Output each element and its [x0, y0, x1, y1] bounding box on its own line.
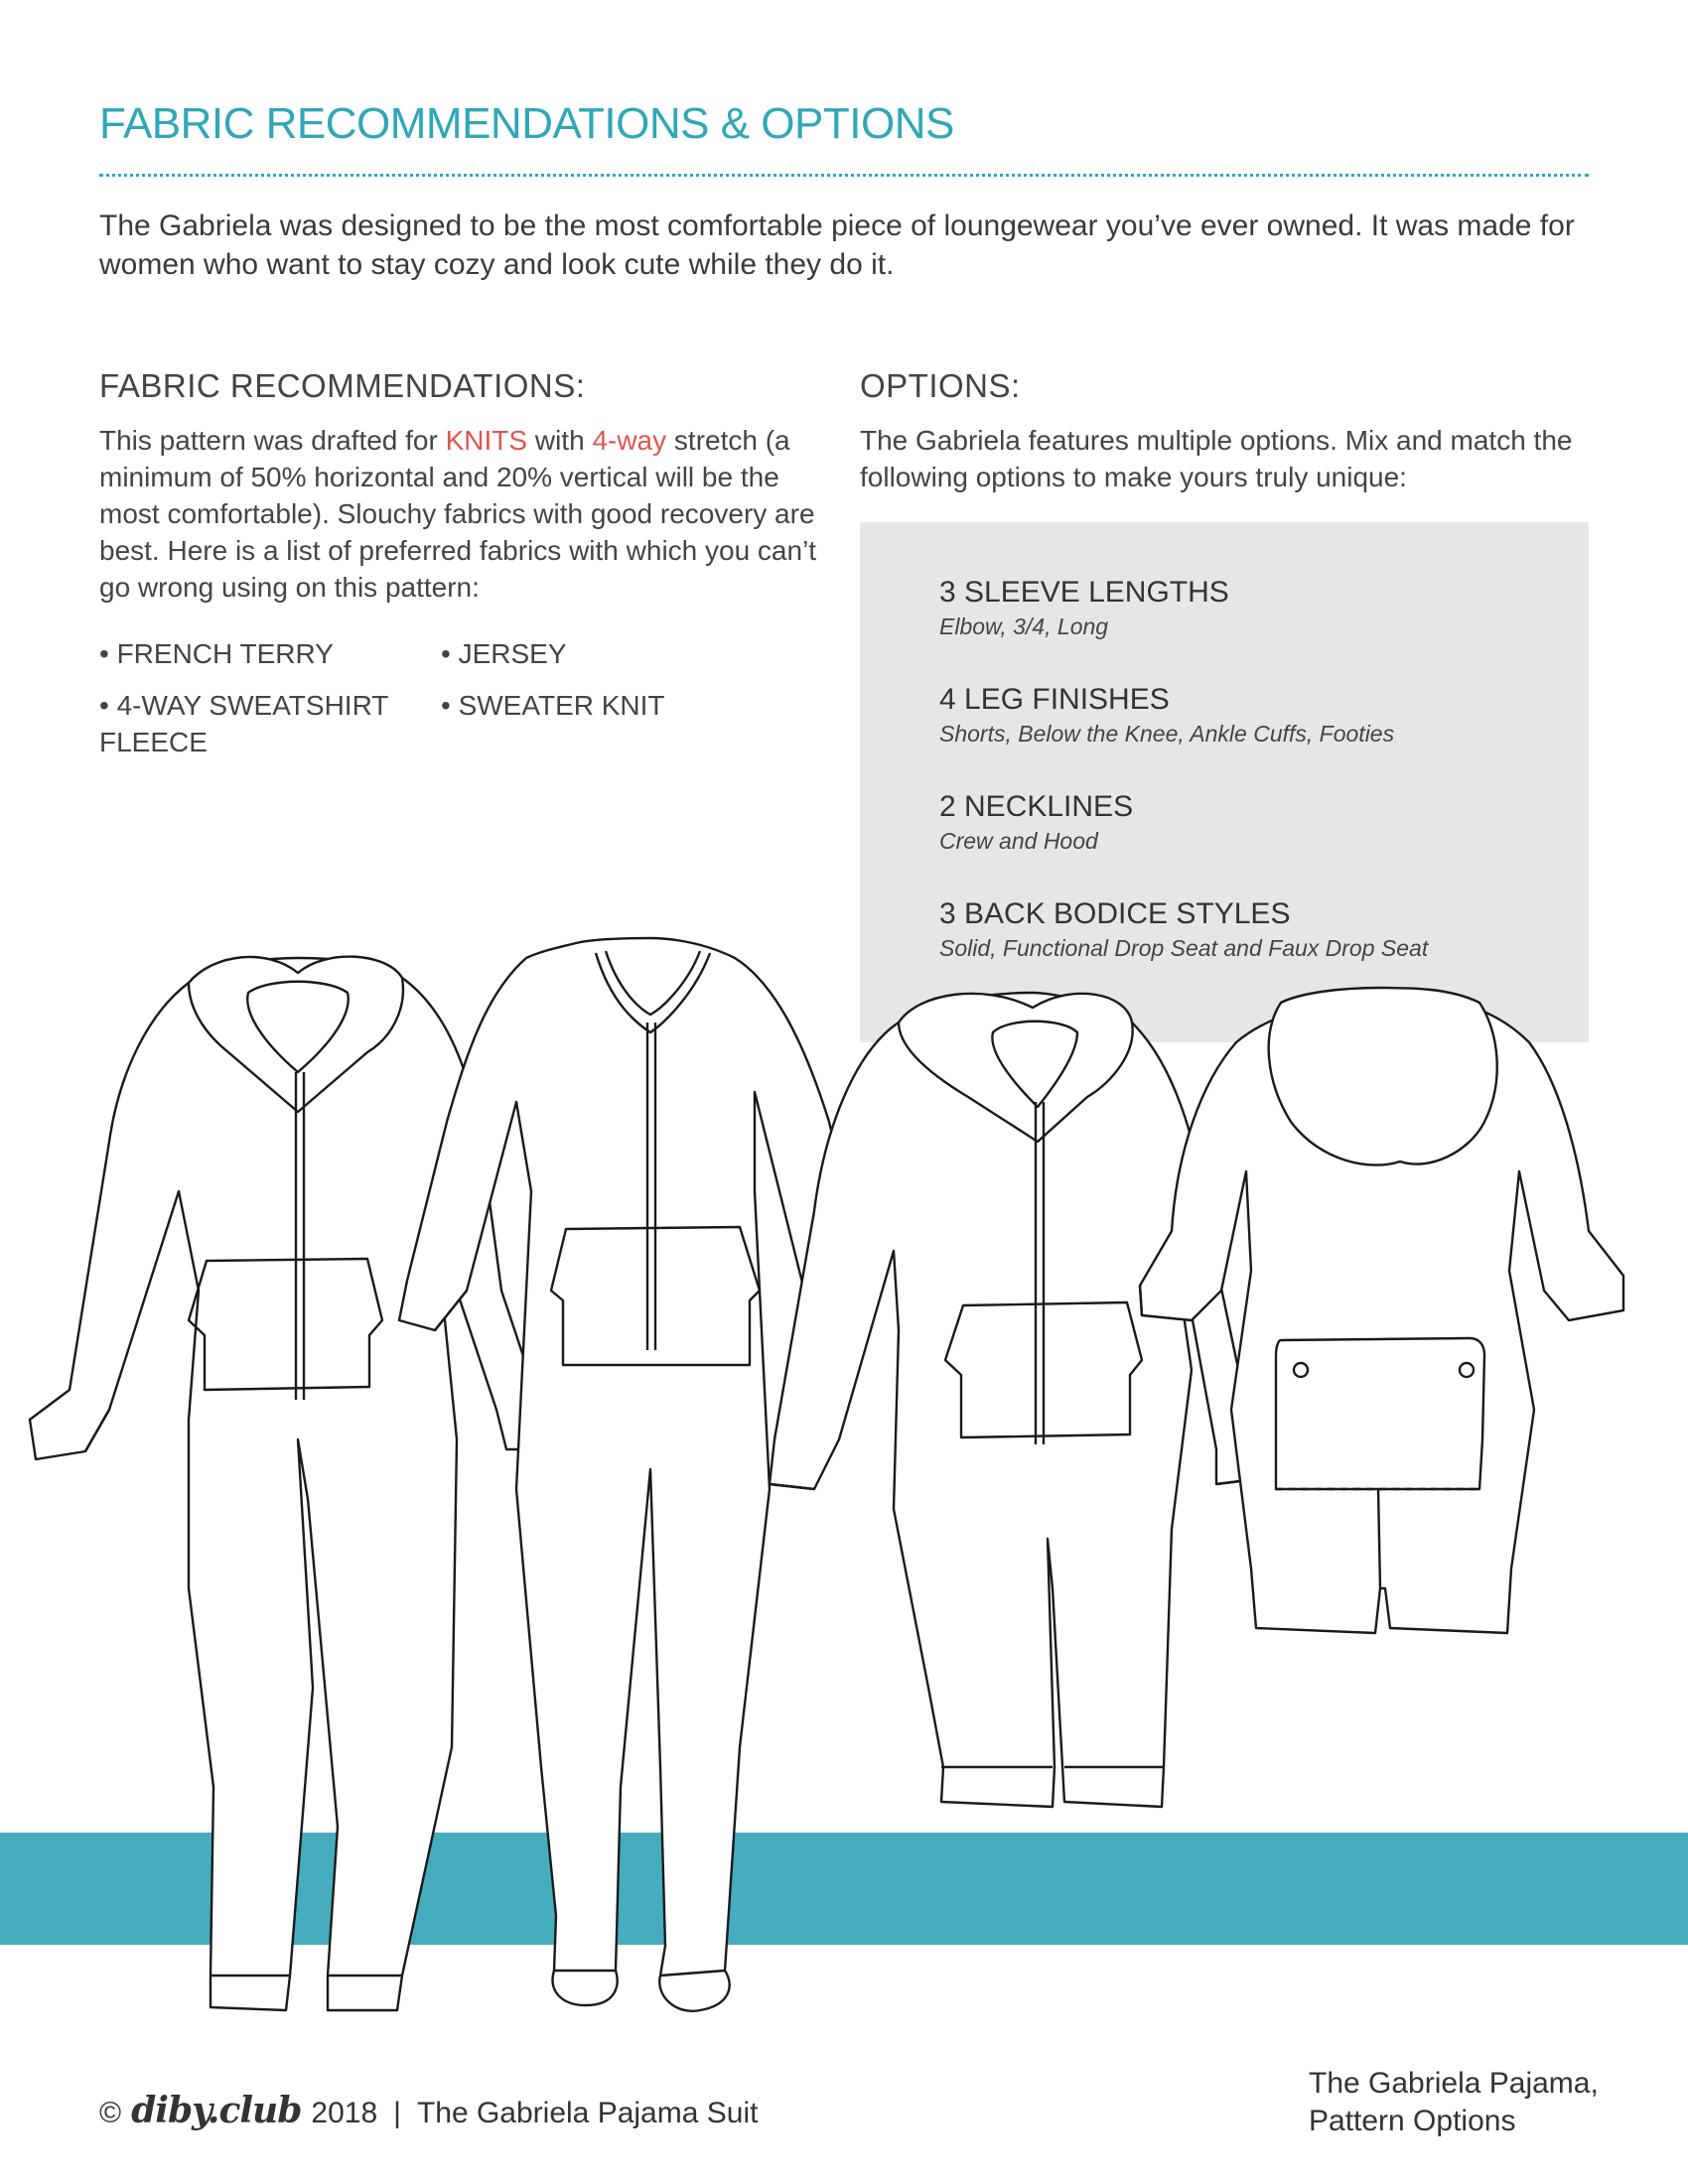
fabric-list-item: • JERSEY — [441, 638, 567, 669]
page-title: FABRIC RECOMMENDATIONS & OPTIONS — [99, 99, 954, 148]
fabric-list-item: • FRENCH TERRY — [99, 638, 334, 669]
dotted-divider — [99, 174, 1589, 177]
option-title: 4 LEG FINISHES — [939, 683, 1170, 716]
option-subtitle: Crew and Hood — [939, 828, 1098, 854]
option-title: 2 NECKLINES — [939, 790, 1134, 823]
option-subtitle: Shorts, Below the Knee, Ankle Cuffs, Footies — [939, 721, 1395, 747]
fabric-list-item: • 4-WAY SWEATSHIRT FLEECE — [99, 690, 388, 757]
fabric-paragraph — [99, 422, 824, 606]
fabric-list-item: • SWEATER KNIT — [441, 690, 665, 721]
footer-page-label — [1309, 2065, 1599, 2140]
footer-credit — [99, 2090, 758, 2131]
option-title: 3 BACK BODICE STYLES — [939, 897, 1291, 930]
footer-right-line-1: The Gabriela Pajama, — [1309, 2067, 1599, 2100]
hooded-onesie-cuffs-illustration — [770, 993, 1256, 1807]
fabric-heading: FABRIC RECOMMENDATIONS: — [99, 367, 586, 404]
fabric-text-1: This pattern was drafted for — [99, 425, 446, 456]
footer-suit-title: The Gabriela Pajama Suit — [416, 2097, 759, 2129]
footer-year: 2018 — [311, 2097, 378, 2129]
four-way-highlight: 4-way — [592, 425, 667, 456]
option-title: 3 SLEEVE LENGTHS — [939, 576, 1229, 609]
intro-paragraph: The Gabriela was designed to be the most comfortable piece of loungewear you’ve ever owned. It was made for women who want to stay cozy and look cute while they do it. — [99, 209, 1575, 281]
fabric-text-2: with — [527, 425, 593, 456]
footer-right-line-2: Pattern Options — [1309, 2105, 1516, 2137]
option-subtitle: Elbow, 3/4, Long — [939, 614, 1109, 639]
footer-separator: | — [393, 2097, 401, 2129]
option-subtitle: Solid, Functional Drop Seat and Faux Drop Seat — [939, 935, 1429, 961]
options-heading: OPTIONS: — [860, 367, 1021, 404]
diby-club-logo: diby.club — [131, 2090, 302, 2131]
garment-illustrations — [0, 933, 1688, 2065]
copyright-symbol: © — [99, 2097, 122, 2129]
knits-highlight: KNITS — [445, 425, 528, 456]
fabric-text-3: stretch (a minimum of 50% horizontal and 20% vertical will be the most comfortable). Slouchy fabrics with good recovery are best. Here is a list of preferred fabrics with which you can’t go wrong using on this pattern: — [99, 425, 817, 603]
options-intro: The Gabriela features multiple options. Mix and match the following options to make yours truly unique: — [860, 425, 1573, 492]
